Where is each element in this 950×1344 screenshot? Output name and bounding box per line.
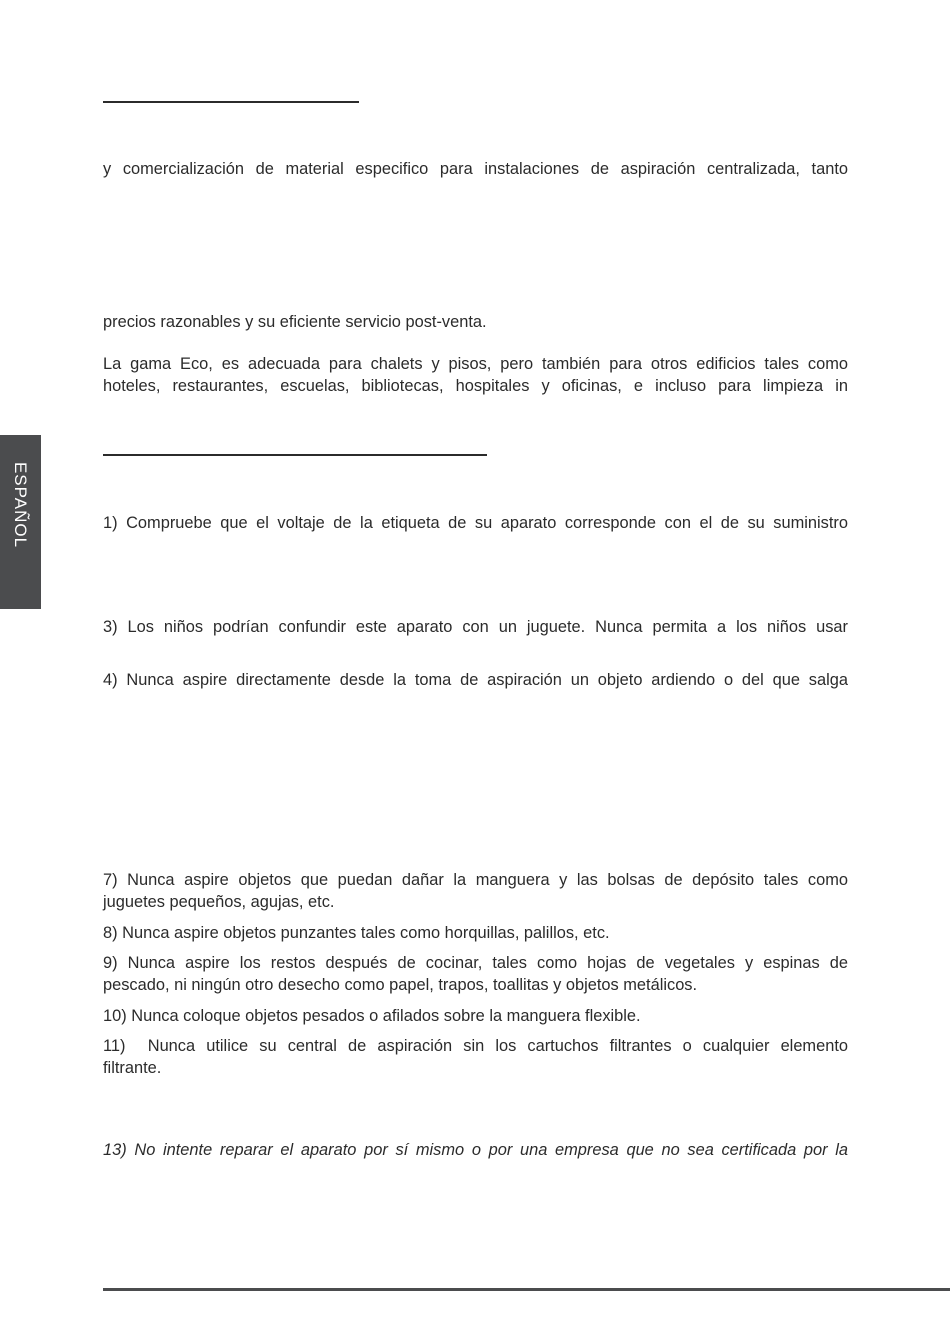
safety-item-10: 10) Nunca coloque objetos pesados o afilados sobre la manguera flexible. [103, 1007, 641, 1025]
paragraph-line: pescado, ni ningún otro desecho como papel, trapos, toallitas y objetos metálicos. [103, 976, 698, 994]
paragraph-line: 11) Nunca utilice su central de aspiración sin los cartuchos filtrantes o cualquier elemento [103, 1037, 848, 1055]
section-heading-rule [103, 454, 487, 456]
safety-item-4: 4) Nunca aspire directamente desde la toma de aspiración un objeto ardiendo o del que salga [103, 671, 848, 689]
safety-item-13: 13) No intente reparar el aparato por sí mismo o por una empresa que no sea certificada por la [103, 1141, 848, 1159]
safety-item-11 [103, 1035, 848, 1079]
gama-eco-paragraph [103, 353, 848, 397]
safety-item-8: 8) Nunca aspire objetos punzantes tales como horquillas, palillos, etc. [103, 924, 610, 942]
section-heading-rule [103, 101, 359, 103]
paragraph-line: La gama Eco, es adecuada para chalets y pisos, pero también para otros edificios tales como [103, 355, 848, 373]
safety-item-9 [103, 952, 848, 996]
safety-item-3: 3) Los niños podrían confundir este aparato con un juguete. Nunca permita a los niños usar [103, 618, 848, 636]
language-side-tab-label: ESPAÑOL [11, 461, 30, 549]
intro-text-line: precios razonables y su eficiente servicio post-venta. [103, 313, 487, 331]
paragraph-line: juguetes pequeños, agujas, etc. [103, 893, 335, 911]
safety-item-7 [103, 869, 848, 913]
paragraph-line: hoteles, restaurantes, escuelas, bibliotecas, hospitales y oficinas, e incluso para limpieza in [103, 377, 848, 395]
intro-text-line: y comercialización de material especifico para instalaciones de aspiración centralizada, tanto [103, 160, 848, 178]
paragraph-line: 9) Nunca aspire los restos después de cocinar, tales como hojas de vegetales y espinas de [103, 954, 848, 972]
paragraph-line: 7) Nunca aspire objetos que puedan dañar la manguera y las bolsas de depósito tales como [103, 871, 848, 889]
paragraph-line: filtrante. [103, 1059, 162, 1077]
footer-rule [103, 1288, 950, 1291]
safety-item-1: 1) Compruebe que el voltaje de la etiqueta de su aparato corresponde con el de su suministro [103, 514, 848, 532]
